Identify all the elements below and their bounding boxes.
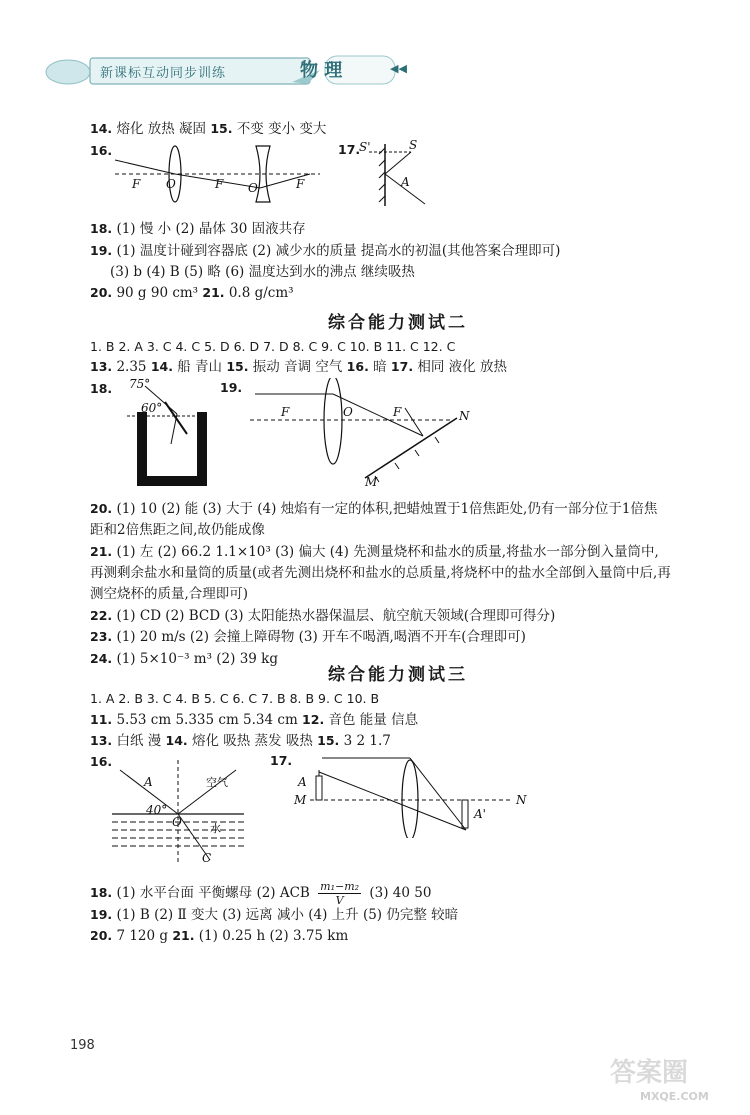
header-banner <box>40 50 420 90</box>
question-label-19: 19. <box>220 380 243 395</box>
svg-text:O: O <box>248 181 258 195</box>
mc-answers-1-12: 1. B 2. A 3. C 4. C 5. D 6. D 7. D 8. C 9. C 10. B 11. C 12. C <box>90 339 456 354</box>
svg-text:N: N <box>516 793 527 807</box>
svg-text:F: F <box>132 177 141 191</box>
page-number: 198 <box>70 1038 95 1053</box>
svg-text:A: A <box>298 775 307 789</box>
answer-line-20-21-s3: 20. 7 120 g 21. (1) 0.25 h (2) 3.75 km <box>90 928 349 944</box>
svg-text:O: O <box>343 405 353 419</box>
section-title-test-3: 综合能力测试三 <box>328 665 468 685</box>
figure-16-lens-diagram <box>110 140 325 210</box>
svg-text:水: 水 <box>210 822 221 835</box>
answer-line-19-s3: 19. (1) B (2) Ⅱ 变大 (3) 远离 减小 (4) 上升 (5) 仍完整 较暗 <box>90 907 459 923</box>
svg-text:75°: 75° <box>129 377 151 391</box>
svg-text:40°: 40° <box>146 803 168 817</box>
answer-line-24: 24. (1) 5×10⁻³ m³ (2) 39 kg <box>90 651 278 667</box>
answer-line-19a: 19. (1) 温度计碰到容器底 (2) 减少水的质量 提高水的初温(其他答案合理即可) <box>90 243 561 259</box>
svg-text:N: N <box>459 409 470 423</box>
svg-text:A: A <box>401 175 410 189</box>
svg-text:60°: 60° <box>141 401 163 415</box>
question-label-16: 16. <box>90 143 113 158</box>
header-decoration <box>40 50 420 90</box>
watermark-logo: 答案圈 <box>610 1058 689 1088</box>
answer-line-18: 18. (1) 慢 小 (2) 晶体 30 固液共存 <box>90 221 306 237</box>
answer-line-11-12: 11. 5.53 cm 5.335 cm 5.34 cm 12. 音色 能量 信息 <box>90 712 419 728</box>
figure-18-container-mirror <box>125 374 225 494</box>
question-label-17-s3: 17. <box>270 753 293 768</box>
question-label-18: 18. <box>90 381 113 396</box>
answer-line-20b: 距和2倍焦距之间,故仍能成像 <box>90 522 265 538</box>
mc-answers-1-10: 1. A 2. B 3. C 4. B 5. C 6. C 7. B 8. B 9. C 10. B <box>90 691 380 706</box>
header-subject: 物 理 <box>300 60 343 81</box>
answer-line-13-15: 13. 白纸 漫 14. 熔化 吸热 蒸发 吸热 15. 3 2 1.7 <box>90 733 391 749</box>
answer-line-18-s3: 18. (1) 水平台面 平衡螺母 (2) ACB $\frac{\text{m₁−m₂}}{V}$ (3) 40 50 <box>90 880 432 907</box>
question-label-16-s3: 16. <box>90 754 113 769</box>
density-fraction: $\frac{\text{m₁−m₂}}{V}$ <box>320 880 360 907</box>
watermark-url: MXQE.COM <box>640 1090 709 1103</box>
answer-line-14-15: 14. 熔化 放热 凝固 15. 不变 变小 变大 <box>90 121 327 137</box>
section-title-test-2: 综合能力测试二 <box>328 313 468 333</box>
answer-line-13-17: 13. 2.35 14. 船 青山 15. 振动 音调 空气 16. 暗 17. 相同 液化 放热 <box>90 359 507 375</box>
question-label-17: 17. <box>338 142 361 157</box>
answer-line-19b: (3) b (4) B (5) 略 (6) 温度达到水的沸点 继续吸热 <box>110 264 415 280</box>
svg-text:A': A' <box>474 807 486 821</box>
svg-text:S: S <box>409 138 418 152</box>
figure-16-refraction <box>110 756 250 866</box>
svg-text:M: M <box>365 475 378 488</box>
answer-line-21c: 测空烧杯的质量,合理即可) <box>90 586 249 602</box>
answer-line-20a: 20. (1) 10 (2) 能 (3) 大于 (4) 烛焰有一定的体积,把蜡烛置于1倍焦距处,仍有一部分位于1倍焦 <box>90 501 658 517</box>
figure-17-lens-image <box>290 748 530 838</box>
svg-text:F: F <box>393 405 402 419</box>
svg-text:F: F <box>215 177 224 191</box>
answer-line-20-21: 20. 90 g 90 cm³ 21. 0.8 g/cm³ <box>90 285 294 301</box>
answer-line-23: 23. (1) 20 m/s (2) 会撞上障碍物 (3) 开车不喝酒,喝酒不开车(合理即可) <box>90 629 526 645</box>
answer-line-21a: 21. (1) 左 (2) 66.2 1.1×10³ (3) 偏大 (4) 先测量烧杯和盐水的质量,将盐水一部分倒入量筒中, <box>90 544 659 560</box>
svg-text:空气: 空气 <box>206 776 228 789</box>
answer-line-22: 22. (1) CD (2) BCD (3) 太阳能热水器保温层、航空航天领域(合理即可得分) <box>90 608 556 624</box>
svg-text:F: F <box>296 177 305 191</box>
header-arrows: ◀◀ <box>390 62 407 75</box>
svg-text:O: O <box>166 177 176 191</box>
svg-text:A: A <box>144 775 153 789</box>
figure-17-mirror-diagram <box>355 138 435 210</box>
figure-19-lens-mirror <box>245 378 475 488</box>
svg-text:M: M <box>294 793 307 807</box>
svg-text:F: F <box>281 405 290 419</box>
header-series-title: 新课标互动同步训练 <box>100 66 227 81</box>
svg-text:C: C <box>202 851 212 865</box>
answer-line-21b: 再测剩余盐水和量筒的质量(或者先测出烧杯和盐水的总质量,将烧杯中的盐水全部倒入量筒中后,再 <box>90 565 671 581</box>
svg-text:O: O <box>172 815 182 829</box>
svg-text:S': S' <box>359 140 371 154</box>
